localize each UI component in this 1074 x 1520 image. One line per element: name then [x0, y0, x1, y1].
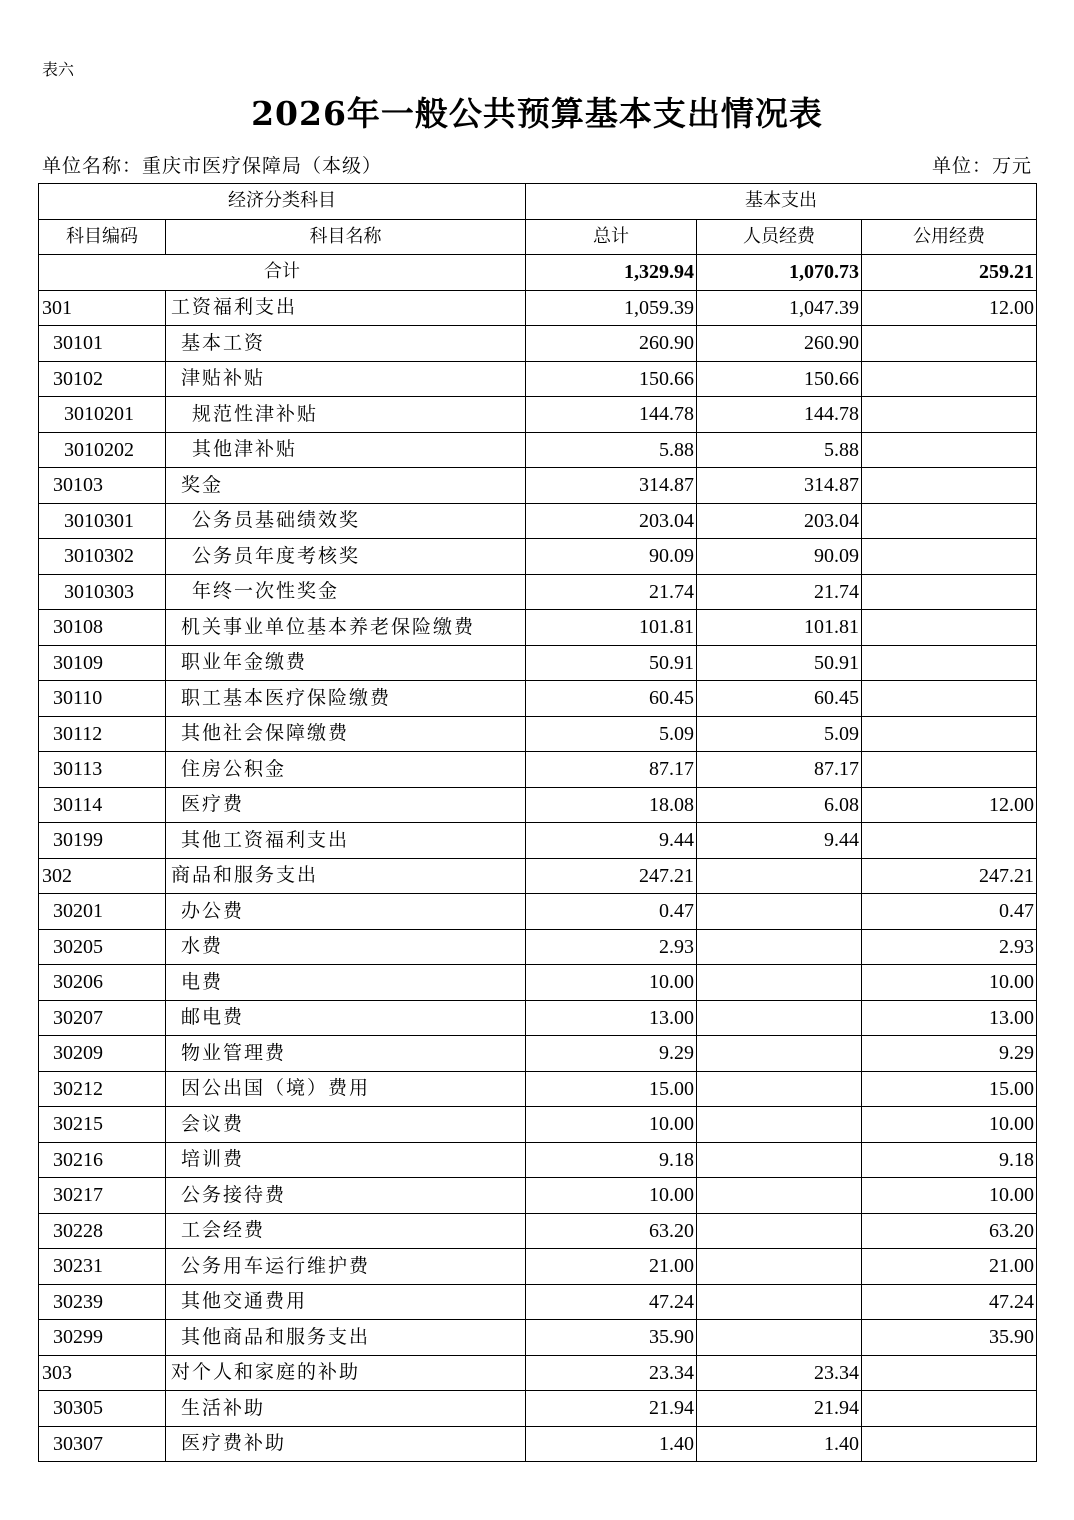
- amount-public: [862, 645, 1037, 681]
- amount-public: [862, 681, 1037, 717]
- amount-personnel: 50.91: [697, 645, 862, 681]
- amount-public: 10.00: [862, 1178, 1037, 1214]
- header-economic-classification: 经济分类科目: [39, 184, 526, 220]
- amount-total: 5.09: [526, 716, 697, 752]
- amount-personnel: [697, 1071, 862, 1107]
- amount-public: [862, 503, 1037, 539]
- amount-total: 2.93: [526, 929, 697, 965]
- amount-total: 90.09: [526, 539, 697, 575]
- table-row: [39, 1036, 1037, 1072]
- amount-public: 247.21: [862, 858, 1037, 894]
- subject-name: 规范性津补贴: [166, 397, 526, 433]
- subject-name: 生活补助: [166, 1391, 526, 1427]
- subject-name: 医疗费: [166, 787, 526, 823]
- subject-name: 年终一次性奖金: [166, 574, 526, 610]
- subject-code: 30101: [39, 326, 166, 362]
- subject-name: 奖金: [166, 468, 526, 504]
- amount-personnel: [697, 1284, 862, 1320]
- amount-personnel: 5.09: [697, 716, 862, 752]
- amount-total: 144.78: [526, 397, 697, 433]
- subject-code: 30299: [39, 1320, 166, 1356]
- subject-name: 电费: [166, 965, 526, 1001]
- amount-total: 23.34: [526, 1355, 697, 1391]
- amount-public: [862, 1426, 1037, 1462]
- subject-code: 30307: [39, 1426, 166, 1462]
- amount-public: [862, 752, 1037, 788]
- header-personnel: 人员经费: [697, 219, 862, 255]
- amount-public: 12.00: [862, 787, 1037, 823]
- amount-public: 63.20: [862, 1213, 1037, 1249]
- table-row: [39, 1071, 1037, 1107]
- amount-total: 87.17: [526, 752, 697, 788]
- subject-code: 30103: [39, 468, 166, 504]
- amount-total: 15.00: [526, 1071, 697, 1107]
- amount-public: [862, 823, 1037, 859]
- subject-code: 30113: [39, 752, 166, 788]
- subject-name: 职业年金缴费: [166, 645, 526, 681]
- amount-personnel: 144.78: [697, 397, 862, 433]
- table-row: [39, 503, 1037, 539]
- subject-name: 公务接待费: [166, 1178, 526, 1214]
- amount-total: 101.81: [526, 610, 697, 646]
- table-row: [39, 1213, 1037, 1249]
- amount-total: 21.74: [526, 574, 697, 610]
- amount-total: 10.00: [526, 965, 697, 1001]
- table-row: [39, 326, 1037, 362]
- amount-total: 1.40: [526, 1426, 697, 1462]
- header-total: 总计: [526, 219, 697, 255]
- table-row: [39, 752, 1037, 788]
- amount-public: [862, 1355, 1037, 1391]
- amount-total: 21.00: [526, 1249, 697, 1285]
- subject-name: 公务员基础绩效奖: [166, 503, 526, 539]
- amount-public: [862, 716, 1037, 752]
- amount-total: 13.00: [526, 1000, 697, 1036]
- table-row: [39, 858, 1037, 894]
- amount-personnel: [697, 858, 862, 894]
- table-row: [39, 574, 1037, 610]
- amount-public: [862, 610, 1037, 646]
- amount-total: 314.87: [526, 468, 697, 504]
- amount-total: 150.66: [526, 361, 697, 397]
- total-public: 259.21: [862, 255, 1037, 291]
- header-column-row: [39, 219, 1037, 255]
- table-row: [39, 1355, 1037, 1391]
- amount-personnel: 150.66: [697, 361, 862, 397]
- amount-public: 9.29: [862, 1036, 1037, 1072]
- subject-code: 30239: [39, 1284, 166, 1320]
- amount-personnel: 1.40: [697, 1426, 862, 1462]
- subject-name: 物业管理费: [166, 1036, 526, 1072]
- table-row: [39, 397, 1037, 433]
- amount-personnel: [697, 1249, 862, 1285]
- amount-public: 21.00: [862, 1249, 1037, 1285]
- subject-name: 工会经费: [166, 1213, 526, 1249]
- subject-code: 30114: [39, 787, 166, 823]
- table-row: [39, 539, 1037, 575]
- subject-name: 基本工资: [166, 326, 526, 362]
- subject-name: 水费: [166, 929, 526, 965]
- subject-name: 其他社会保障缴费: [166, 716, 526, 752]
- header-code: 科目编码: [39, 219, 166, 255]
- amount-personnel: 1,047.39: [697, 290, 862, 326]
- total-row: [39, 255, 1037, 291]
- subject-code: 3010301: [39, 503, 166, 539]
- amount-personnel: [697, 1213, 862, 1249]
- subject-name: 商品和服务支出: [166, 858, 526, 894]
- subject-name: 对个人和家庭的补助: [166, 1355, 526, 1391]
- amount-public: 35.90: [862, 1320, 1037, 1356]
- subject-code: 3010303: [39, 574, 166, 610]
- amount-total: 60.45: [526, 681, 697, 717]
- total-personnel: 1,070.73: [697, 255, 862, 291]
- subject-name: 邮电费: [166, 1000, 526, 1036]
- total-label: 合计: [39, 255, 526, 291]
- subject-code: 30110: [39, 681, 166, 717]
- amount-personnel: 23.34: [697, 1355, 862, 1391]
- amount-public: 2.93: [862, 929, 1037, 965]
- subject-code: 30209: [39, 1036, 166, 1072]
- subject-name: 培训费: [166, 1142, 526, 1178]
- subject-code: 30108: [39, 610, 166, 646]
- subject-name: 工资福利支出: [166, 290, 526, 326]
- amount-personnel: [697, 1142, 862, 1178]
- amount-personnel: 21.74: [697, 574, 862, 610]
- subject-code: 30109: [39, 645, 166, 681]
- amount-personnel: 6.08: [697, 787, 862, 823]
- amount-total: 9.18: [526, 1142, 697, 1178]
- page-title: 2026年一般公共预算基本支出情况表: [251, 94, 823, 133]
- table-row: [39, 894, 1037, 930]
- amount-personnel: [697, 1107, 862, 1143]
- subject-code: 30217: [39, 1178, 166, 1214]
- subject-name: 职工基本医疗保险缴费: [166, 681, 526, 717]
- amount-personnel: [697, 929, 862, 965]
- amount-personnel: 5.88: [697, 432, 862, 468]
- amount-public: 12.00: [862, 290, 1037, 326]
- amount-public: [862, 432, 1037, 468]
- amount-personnel: [697, 1000, 862, 1036]
- amount-personnel: [697, 1036, 862, 1072]
- amount-total: 247.21: [526, 858, 697, 894]
- table-row: [39, 1178, 1037, 1214]
- header-public: 公用经费: [862, 219, 1037, 255]
- amount-personnel: 203.04: [697, 503, 862, 539]
- amount-total: 18.08: [526, 787, 697, 823]
- subject-code: 3010302: [39, 539, 166, 575]
- table-row: [39, 610, 1037, 646]
- header-group-row: [39, 184, 1037, 220]
- amount-public: 15.00: [862, 1071, 1037, 1107]
- subject-code: 30216: [39, 1142, 166, 1178]
- subject-name: 因公出国（境）费用: [166, 1071, 526, 1107]
- header-basic-expenditure: 基本支出: [526, 184, 1037, 220]
- subject-code: 30228: [39, 1213, 166, 1249]
- amount-total: 10.00: [526, 1178, 697, 1214]
- subject-name: 津贴补贴: [166, 361, 526, 397]
- subject-name: 公务用车运行维护费: [166, 1249, 526, 1285]
- table-row: [39, 716, 1037, 752]
- amount-personnel: 21.94: [697, 1391, 862, 1427]
- table-row: [39, 1391, 1037, 1427]
- table-row: [39, 787, 1037, 823]
- amount-total: 9.44: [526, 823, 697, 859]
- table-row: [39, 823, 1037, 859]
- subject-name: 机关事业单位基本养老保险缴费: [166, 610, 526, 646]
- amount-personnel: [697, 894, 862, 930]
- amount-personnel: 60.45: [697, 681, 862, 717]
- table-row: [39, 965, 1037, 1001]
- amount-total: 1,059.39: [526, 290, 697, 326]
- subject-code: 30212: [39, 1071, 166, 1107]
- subject-code: 30215: [39, 1107, 166, 1143]
- amount-total: 21.94: [526, 1391, 697, 1427]
- amount-public: 0.47: [862, 894, 1037, 930]
- subject-name: 办公费: [166, 894, 526, 930]
- table-row: [39, 1142, 1037, 1178]
- table-row: [39, 468, 1037, 504]
- amount-personnel: [697, 965, 862, 1001]
- table-row: [39, 1000, 1037, 1036]
- amount-total: 0.47: [526, 894, 697, 930]
- subject-code: 30199: [39, 823, 166, 859]
- table-row: [39, 1107, 1037, 1143]
- amount-total: 9.29: [526, 1036, 697, 1072]
- subject-code: 30201: [39, 894, 166, 930]
- table-row: [39, 929, 1037, 965]
- subject-code: 302: [39, 858, 166, 894]
- table-number: 表六: [42, 60, 75, 79]
- header-name: 科目名称: [166, 219, 526, 255]
- subject-name: 其他工资福利支出: [166, 823, 526, 859]
- amount-personnel: 260.90: [697, 326, 862, 362]
- amount-personnel: 9.44: [697, 823, 862, 859]
- subject-name: 其他交通费用: [166, 1284, 526, 1320]
- amount-personnel: 87.17: [697, 752, 862, 788]
- amount-total: 50.91: [526, 645, 697, 681]
- amount-public: 47.24: [862, 1284, 1037, 1320]
- subject-code: 30207: [39, 1000, 166, 1036]
- amount-public: [862, 326, 1037, 362]
- subject-name: 医疗费补助: [166, 1426, 526, 1462]
- amount-public: [862, 361, 1037, 397]
- amount-total: 35.90: [526, 1320, 697, 1356]
- amount-total: 5.88: [526, 432, 697, 468]
- subject-code: 30305: [39, 1391, 166, 1427]
- amount-total: 10.00: [526, 1107, 697, 1143]
- subject-name: 会议费: [166, 1107, 526, 1143]
- subject-name: 其他商品和服务支出: [166, 1320, 526, 1356]
- table-row: [39, 1249, 1037, 1285]
- subject-code: 303: [39, 1355, 166, 1391]
- amount-personnel: 314.87: [697, 468, 862, 504]
- amount-public: [862, 397, 1037, 433]
- subject-code: 3010201: [39, 397, 166, 433]
- amount-public: [862, 468, 1037, 504]
- subject-code: 30206: [39, 965, 166, 1001]
- amount-total: 47.24: [526, 1284, 697, 1320]
- amount-public: 10.00: [862, 965, 1037, 1001]
- amount-personnel: 90.09: [697, 539, 862, 575]
- currency-unit: 单位：万元: [931, 155, 1032, 177]
- amount-total: 203.04: [526, 503, 697, 539]
- amount-total: 260.90: [526, 326, 697, 362]
- subject-code: 3010202: [39, 432, 166, 468]
- table-row: [39, 1284, 1037, 1320]
- subject-name: 其他津补贴: [166, 432, 526, 468]
- table-row: [39, 681, 1037, 717]
- subject-code: 301: [39, 290, 166, 326]
- amount-total: 63.20: [526, 1213, 697, 1249]
- table-row: [39, 645, 1037, 681]
- amount-personnel: [697, 1178, 862, 1214]
- subject-code: 30102: [39, 361, 166, 397]
- table-row: [39, 361, 1037, 397]
- total-sum: 1,329.94: [526, 255, 697, 291]
- amount-public: 13.00: [862, 1000, 1037, 1036]
- subject-code: 30231: [39, 1249, 166, 1285]
- unit-name: 单位名称：重庆市医疗保障局（本级）: [42, 155, 383, 177]
- table-row: [39, 290, 1037, 326]
- amount-public: [862, 1391, 1037, 1427]
- table-row: [39, 1320, 1037, 1356]
- amount-public: [862, 574, 1037, 610]
- subject-code: 30205: [39, 929, 166, 965]
- amount-public: 10.00: [862, 1107, 1037, 1143]
- subject-name: 公务员年度考核奖: [166, 539, 526, 575]
- amount-personnel: 101.81: [697, 610, 862, 646]
- table-row: [39, 432, 1037, 468]
- amount-public: [862, 539, 1037, 575]
- budget-table: [38, 183, 1037, 1462]
- table-row: [39, 1426, 1037, 1462]
- subject-name: 住房公积金: [166, 752, 526, 788]
- amount-personnel: [697, 1320, 862, 1356]
- amount-public: 9.18: [862, 1142, 1037, 1178]
- subject-code: 30112: [39, 716, 166, 752]
